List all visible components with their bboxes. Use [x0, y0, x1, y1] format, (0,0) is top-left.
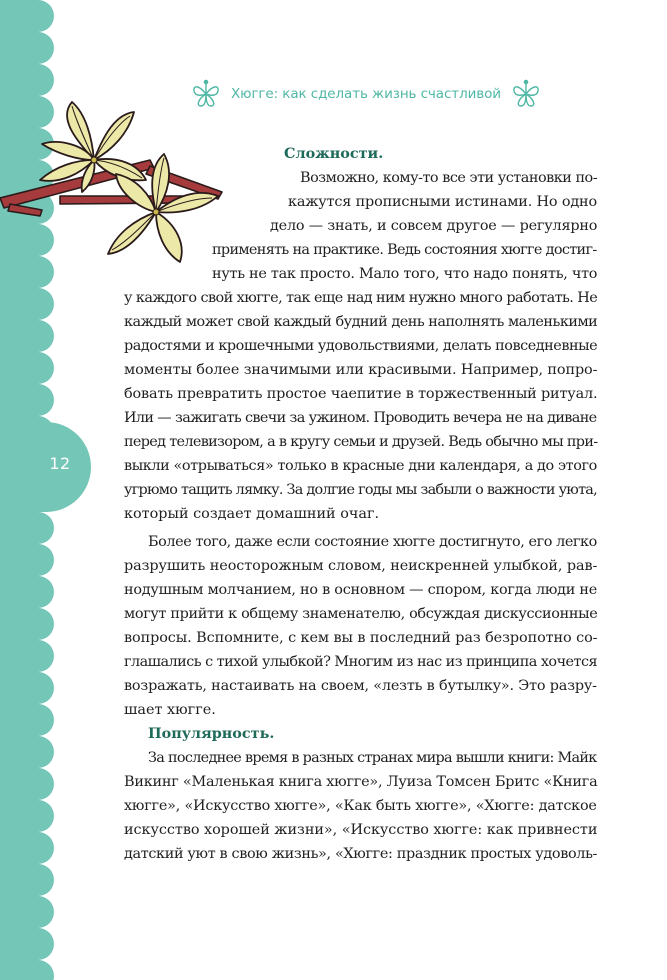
text-line: хюгге», «Искусство хюгге», «Как быть хюгге», «Хюгге: датское	[124, 798, 597, 814]
section-heading-difficulties: Сложности.	[284, 145, 384, 162]
text-line: моменты более значимыми или красивыми. Например, попро-	[124, 362, 598, 378]
text-line: разрушить неосторожным словом, неискренней улыбкой, рав-	[124, 558, 598, 574]
section-heading-popularity: Популярность.	[148, 725, 275, 742]
text-line: нодушным молчанием, но в основном — спором, когда люди не	[124, 582, 598, 598]
text-line: могут прийти к общему знаменателю, обсуждая дискуссионные	[124, 606, 598, 622]
page-number: 12	[49, 454, 71, 473]
text-line: нуть не так просто. Мало того, что надо понять, что	[212, 266, 598, 282]
text-line: Более того, даже если состояние хюгге достигнуто, его легко	[148, 534, 597, 550]
text-line: Возможно, кому-то все эти установки по-	[300, 170, 598, 186]
text-line: выкли «отрываться» только в красные дни календаря, а до этого	[124, 458, 597, 474]
text-line: дело — знать, и совсем другое — регулярно	[270, 218, 598, 234]
text-line: Или — зажигать свечи за ужином. Проводить вечера не на диване	[124, 410, 597, 426]
text-line: Викинг «Маленькая книга хюгге», Луиза Томсен Бритс «Книга	[124, 774, 598, 790]
text-line: кажутся прописными истинами. Но одно	[288, 194, 597, 210]
text-line: вопросы. Вспомните, с кем вы в последний раз безропотно со-	[124, 630, 598, 646]
text-line: применять на практике. Ведь состояния хюгге достиг-	[212, 242, 597, 258]
text-line: глашались с тихой улыбкой? Многим из нас из принципа хочется	[124, 654, 598, 670]
text-line: бовать превратить простое чаепитие в торжественный ритуал.	[124, 386, 598, 402]
text-line: перед телевизором, а в кругу семьи и друзей. Ведь обычно мы при-	[124, 434, 598, 450]
running-head-title: Хюгге: как сделать жизнь счастливой	[231, 86, 501, 102]
text-line: искусство хорошей жизни», «Искусство хюгге: как привнести	[124, 822, 598, 838]
text-line: За последнее время в разных странах мира вышли книги: Майк	[148, 750, 597, 766]
text-line: который создает домашний очаг.	[124, 506, 380, 522]
text-line: возражать, настаивать на своем, «лезть в бутылку». Это разру-	[124, 678, 597, 694]
text-line: датский уют в свою жизнь», «Хюгге: праздник простых удоволь-	[124, 846, 598, 862]
text-line: радостями и крошечными удовольствиями, делать повседневные	[124, 338, 598, 354]
text-line: шает хюгге.	[124, 702, 216, 718]
text-line: угрюмо тащить лямку. За долгие годы мы забыли о важности уюта,	[124, 482, 597, 498]
text-line: каждый может свой каждый будний день наполнять маленькими	[124, 314, 598, 330]
floral-ornament-right-icon	[509, 77, 543, 111]
text-line: у каждого свой хюгге, так еще над ним нужно много работать. Не	[124, 290, 598, 306]
